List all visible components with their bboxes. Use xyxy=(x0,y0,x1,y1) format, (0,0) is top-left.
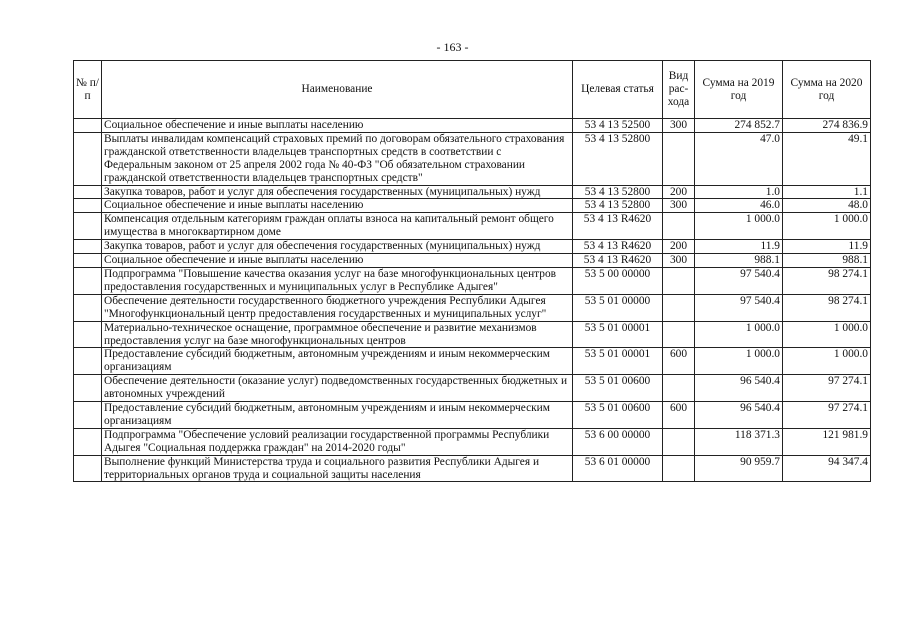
row-name: Предоставление субсидий бюджетным, автономным учреждениям и иным некоммерческим организациям xyxy=(102,348,573,375)
row-num xyxy=(74,213,102,240)
row-name: Подпрограмма "Повышение качества оказания услуг на базе многофункциональных центров предоставления государственных и муниципальных услуг в Республике Адыгея" xyxy=(102,267,573,294)
row-target-article: 53 4 13 52500 xyxy=(573,119,663,133)
row-target-article: 53 4 13 52800 xyxy=(573,132,663,185)
row-sum-2020: 121 981.9 xyxy=(783,428,871,455)
row-target-article: 53 5 01 00001 xyxy=(573,321,663,348)
row-target-article: 53 4 13 52800 xyxy=(573,185,663,199)
row-expense-type: 300 xyxy=(663,199,695,213)
row-target-article: 53 4 13 52800 xyxy=(573,199,663,213)
row-expense-type xyxy=(663,267,695,294)
row-sum-2019: 97 540.4 xyxy=(695,267,783,294)
row-sum-2019: 47.0 xyxy=(695,132,783,185)
table-row xyxy=(74,119,871,133)
row-target-article: 53 5 00 00000 xyxy=(573,267,663,294)
row-expense-type: 200 xyxy=(663,185,695,199)
row-name: Предоставление субсидий бюджетным, автономным учреждениям и иным некоммерческим организациям xyxy=(102,402,573,429)
row-sum-2020: 94 347.4 xyxy=(783,455,871,482)
row-sum-2019: 118 371.3 xyxy=(695,428,783,455)
row-sum-2020: 274 836.9 xyxy=(783,119,871,133)
table-row xyxy=(74,185,871,199)
header-sum-2020: Сумма на 2020 год xyxy=(783,61,871,119)
table-row xyxy=(74,428,871,455)
row-expense-type xyxy=(663,132,695,185)
row-target-article: 53 5 01 00600 xyxy=(573,375,663,402)
row-expense-type xyxy=(663,294,695,321)
table-row xyxy=(74,321,871,348)
row-sum-2019: 1 000.0 xyxy=(695,321,783,348)
row-sum-2019: 90 959.7 xyxy=(695,455,783,482)
row-target-article: 53 4 13 R4620 xyxy=(573,213,663,240)
row-name: Закупка товаров, работ и услуг для обеспечения государственных (муниципальных) нужд xyxy=(102,185,573,199)
row-sum-2020: 1 000.0 xyxy=(783,348,871,375)
row-num xyxy=(74,267,102,294)
row-num xyxy=(74,132,102,185)
row-num xyxy=(74,375,102,402)
row-expense-type xyxy=(663,213,695,240)
row-expense-type xyxy=(663,375,695,402)
header-code: Целевая статья xyxy=(573,61,663,119)
row-sum-2019: 1 000.0 xyxy=(695,348,783,375)
row-sum-2019: 1.0 xyxy=(695,185,783,199)
table-row xyxy=(74,375,871,402)
row-name: Обеспечение деятельности государственного бюджетного учреждения Республики Адыгея "Многофункциональный центр предоставления государственных и муниципальных услуг" xyxy=(102,294,573,321)
row-num xyxy=(74,428,102,455)
table-row xyxy=(74,294,871,321)
row-num xyxy=(74,254,102,268)
row-num xyxy=(74,185,102,199)
row-sum-2020: 1 000.0 xyxy=(783,321,871,348)
row-name: Компенсация отдельным категориям граждан оплаты взноса на капитальный ремонт общего имущества в многоквартирном доме xyxy=(102,213,573,240)
row-num xyxy=(74,348,102,375)
row-sum-2019: 46.0 xyxy=(695,199,783,213)
row-sum-2020: 988.1 xyxy=(783,254,871,268)
row-expense-type: 200 xyxy=(663,240,695,254)
table-row xyxy=(74,348,871,375)
header-kind: Вид рас-хода xyxy=(663,61,695,119)
table-row xyxy=(74,402,871,429)
row-expense-type xyxy=(663,428,695,455)
row-sum-2020: 1 000.0 xyxy=(783,213,871,240)
budget-table xyxy=(73,60,871,482)
row-name: Социальное обеспечение и иные выплаты населению xyxy=(102,119,573,133)
row-name: Материально-техническое оснащение, программное обеспечение и развитие механизмов предоставления услуг на базе многофункциональных центров xyxy=(102,321,573,348)
row-num xyxy=(74,119,102,133)
row-num xyxy=(74,199,102,213)
row-target-article: 53 5 01 00001 xyxy=(573,348,663,375)
row-target-article: 53 6 01 00000 xyxy=(573,455,663,482)
row-target-article: 53 4 13 R4620 xyxy=(573,240,663,254)
row-num xyxy=(74,294,102,321)
row-expense-type: 600 xyxy=(663,348,695,375)
row-sum-2020: 1.1 xyxy=(783,185,871,199)
row-expense-type xyxy=(663,455,695,482)
table-row xyxy=(74,254,871,268)
row-name: Выполнение функций Министерства труда и социального развития Республики Адыгея и территориальных органов труда и социальной защиты населения xyxy=(102,455,573,482)
row-sum-2019: 97 540.4 xyxy=(695,294,783,321)
row-expense-type: 300 xyxy=(663,254,695,268)
row-sum-2019: 274 852.7 xyxy=(695,119,783,133)
table-header xyxy=(74,61,871,119)
row-target-article: 53 5 01 00600 xyxy=(573,402,663,429)
table-row xyxy=(74,132,871,185)
row-target-article: 53 6 00 00000 xyxy=(573,428,663,455)
table-body xyxy=(74,119,871,482)
row-sum-2020: 97 274.1 xyxy=(783,402,871,429)
row-sum-2019: 988.1 xyxy=(695,254,783,268)
header-num: № п/п xyxy=(74,61,102,119)
page-number: - 163 - xyxy=(436,40,469,54)
row-sum-2019: 11.9 xyxy=(695,240,783,254)
header-name: Наименование xyxy=(102,61,573,119)
header-sum-2019: Сумма на 2019 год xyxy=(695,61,783,119)
table-row xyxy=(74,267,871,294)
row-name: Социальное обеспечение и иные выплаты населению xyxy=(102,254,573,268)
row-expense-type: 300 xyxy=(663,119,695,133)
row-num xyxy=(74,321,102,348)
row-expense-type: 600 xyxy=(663,402,695,429)
row-target-article: 53 5 01 00000 xyxy=(573,294,663,321)
row-sum-2020: 48.0 xyxy=(783,199,871,213)
row-target-article: 53 4 13 R4620 xyxy=(573,254,663,268)
row-sum-2020: 97 274.1 xyxy=(783,375,871,402)
table-row xyxy=(74,240,871,254)
row-name: Закупка товаров, работ и услуг для обеспечения государственных (муниципальных) нужд xyxy=(102,240,573,254)
row-num xyxy=(74,402,102,429)
row-sum-2020: 49.1 xyxy=(783,132,871,185)
row-sum-2020: 11.9 xyxy=(783,240,871,254)
row-name: Обеспечение деятельности (оказание услуг) подведомственных государственных бюджетных и автономных учреждений xyxy=(102,375,573,402)
row-name: Социальное обеспечение и иные выплаты населению xyxy=(102,199,573,213)
row-sum-2020: 98 274.1 xyxy=(783,294,871,321)
row-sum-2019: 1 000.0 xyxy=(695,213,783,240)
row-num xyxy=(74,240,102,254)
row-name: Подпрограмма "Обеспечение условий реализации государственной программы Республики Адыгея "Социальная поддержка граждан" на 2014-2020 годы" xyxy=(102,428,573,455)
table-row xyxy=(74,213,871,240)
row-name: Выплаты инвалидам компенсаций страховых премий по договорам обязательного страхования гражданской ответственности владельцев транспортных средств в соответствии с Федеральным законом от 25 апреля 2002 года № 40-ФЗ "Об обязательном страховании гражданской ответственности владельцев транспортных средств" xyxy=(102,132,573,185)
row-sum-2020: 98 274.1 xyxy=(783,267,871,294)
row-sum-2019: 96 540.4 xyxy=(695,402,783,429)
table-row xyxy=(74,455,871,482)
row-sum-2019: 96 540.4 xyxy=(695,375,783,402)
table-row xyxy=(74,199,871,213)
row-expense-type xyxy=(663,321,695,348)
row-num xyxy=(74,455,102,482)
